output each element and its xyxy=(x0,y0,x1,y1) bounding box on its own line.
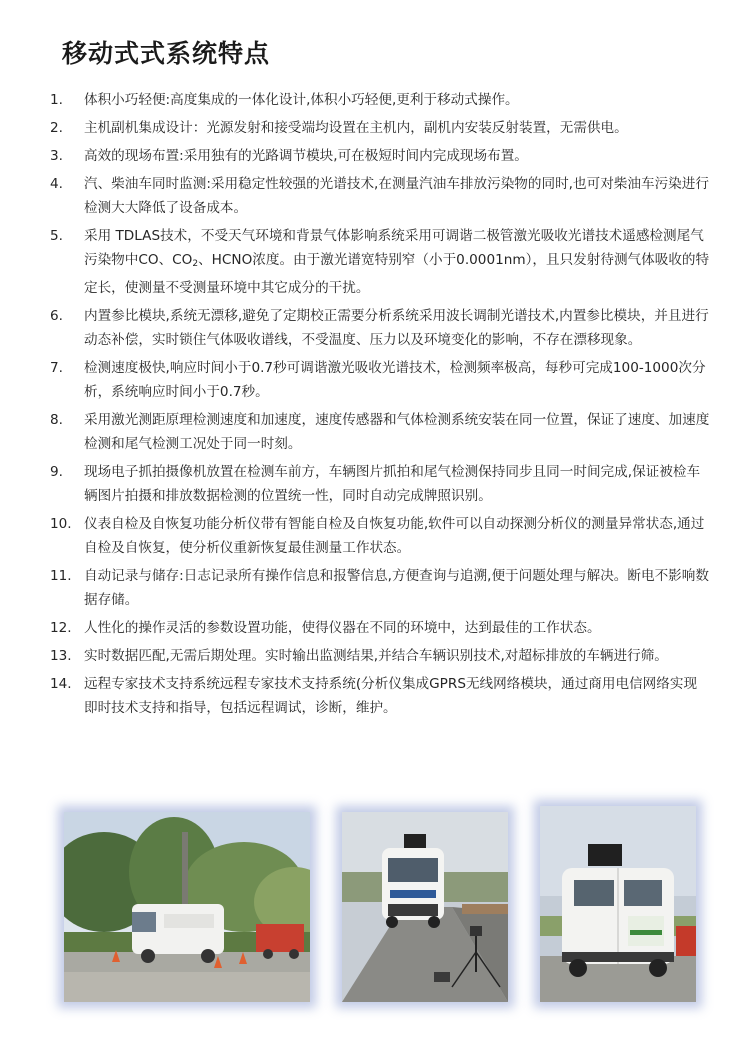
feature-item xyxy=(50,304,710,352)
feature-number: 4. xyxy=(50,176,63,192)
feature-number: 8. xyxy=(50,412,63,428)
feature-number: 7. xyxy=(50,360,63,376)
feature-number: 3. xyxy=(50,148,63,164)
feature-text: 现场电子抓拍摄像机放置在检测车前方，车辆图片抓拍和尾气检测保持同步且同一时间完成,保证被检车辆图片拍摄和排放数据检测的位置统一性，同时自动完成牌照识别。 xyxy=(84,464,701,504)
feature-text: 主机副机集成设计：光源发射和接受端均设置在主机内，副机内安装反射装置，无需供电。 xyxy=(84,120,628,136)
feature-text-part: 、HCNO浓度。由于激光谱宽特别窄（小于0.0001nm），且只发射待测气体吸收的特定长，使测量不受测量环境中其它成分的干扰。 xyxy=(84,252,710,296)
feature-item xyxy=(50,356,710,404)
subscript-2: 2 xyxy=(192,259,199,269)
feature-number: 14. xyxy=(50,676,72,692)
feature-number: 5. xyxy=(50,228,63,244)
feature-text: 汽、柴油车同时监测:采用稳定性较强的光谱技术,在测量汽油车排放污染物的同时,也可对柴油车污染进行检测大大降低了设备成本。 xyxy=(84,176,709,216)
feature-item xyxy=(50,672,710,720)
feature-text: 实时数据匹配,无需后期处理。实时输出监测结果,并结合车辆识别技术,对超标排放的车辆进行筛。 xyxy=(84,648,668,664)
feature-number: 12. xyxy=(50,620,72,636)
feature-text: 自动记录与储存:日志记录所有操作信息和报警信息,方便查询与追溯,便于问题处理与解决。断电不影响数据存储。 xyxy=(84,568,709,608)
feature-text: 人性化的操作灵活的参数设置功能，使得仪器在不同的环境中，达到最佳的工作状态。 xyxy=(84,620,601,636)
feature-item xyxy=(50,564,710,612)
feature-text: 高效的现场布置:采用独有的光路调节模块,可在极短时间内完成现场布置。 xyxy=(84,148,528,164)
feature-number: 2. xyxy=(50,120,63,136)
feature-number: 11. xyxy=(50,568,72,584)
feature-item xyxy=(50,408,710,456)
feature-number: 6. xyxy=(50,308,63,324)
photo-strip xyxy=(54,800,704,1008)
feature-number: 13. xyxy=(50,648,72,664)
feature-item xyxy=(50,460,710,508)
feature-text: 检测速度极快,响应时间小于0.7秒可调谐激光吸收光谱技术，检测频率极高，每秒可完成100-1000次分析，系统响应时间小于0.7秒。 xyxy=(84,360,706,400)
van-front-road-photo xyxy=(342,812,508,1002)
page-title: 移动式式系统特点 xyxy=(62,39,271,68)
feature-item xyxy=(50,644,710,668)
feature-item xyxy=(50,172,710,220)
feature-text-part: 采用 TDLAS技术，不受天气环境和背景气体影响系统采用可调谐二极管激光吸收光谱技术遥感检测尾气污染物中CO、CO xyxy=(84,228,704,268)
feature-item xyxy=(50,116,710,140)
feature-item xyxy=(50,224,710,300)
van-rear-photo xyxy=(540,806,696,1002)
feature-item xyxy=(50,616,710,640)
feature-text xyxy=(84,224,710,300)
feature-text: 采用激光测距原理检测速度和加速度，速度传感器和气体检测系统安装在同一位置，保证了速度、加速度检测和尾气检测工况处于同一时刻。 xyxy=(84,412,710,452)
feature-number: 1. xyxy=(50,92,63,108)
roadside-van-photo xyxy=(64,812,310,1002)
feature-list xyxy=(50,88,710,724)
feature-text: 内置参比模块,系统无漂移,避免了定期校正需要分析系统采用波长调制光谱技术,内置参比模块，并且进行动态补偿，实时锁住气体吸收谱线，不受温度、压力以及环境变化的影响，不存在漂移现象。 xyxy=(84,308,709,348)
feature-number: 9. xyxy=(50,464,63,480)
feature-text: 体积小巧轻便:高度集成的一体化设计,体积小巧轻便,更利于移动式操作。 xyxy=(84,92,519,108)
feature-item xyxy=(50,88,710,112)
feature-text: 远程专家技术支持系统远程专家技术支持系统(分析仪集成GPRS无线网络模块，通过商用电信网络实现即时技术支持和指导，包括远程调试，诊断，维护。 xyxy=(84,676,698,716)
feature-item xyxy=(50,512,710,560)
feature-item xyxy=(50,144,710,168)
feature-number: 10. xyxy=(50,516,72,532)
feature-text: 仪表自检及自恢复功能分析仪带有智能自检及自恢复功能,软件可以自动探测分析仪的测量异常状态,通过自检及自恢复，使分析仪重新恢复最佳测量工作状态。 xyxy=(84,516,705,556)
